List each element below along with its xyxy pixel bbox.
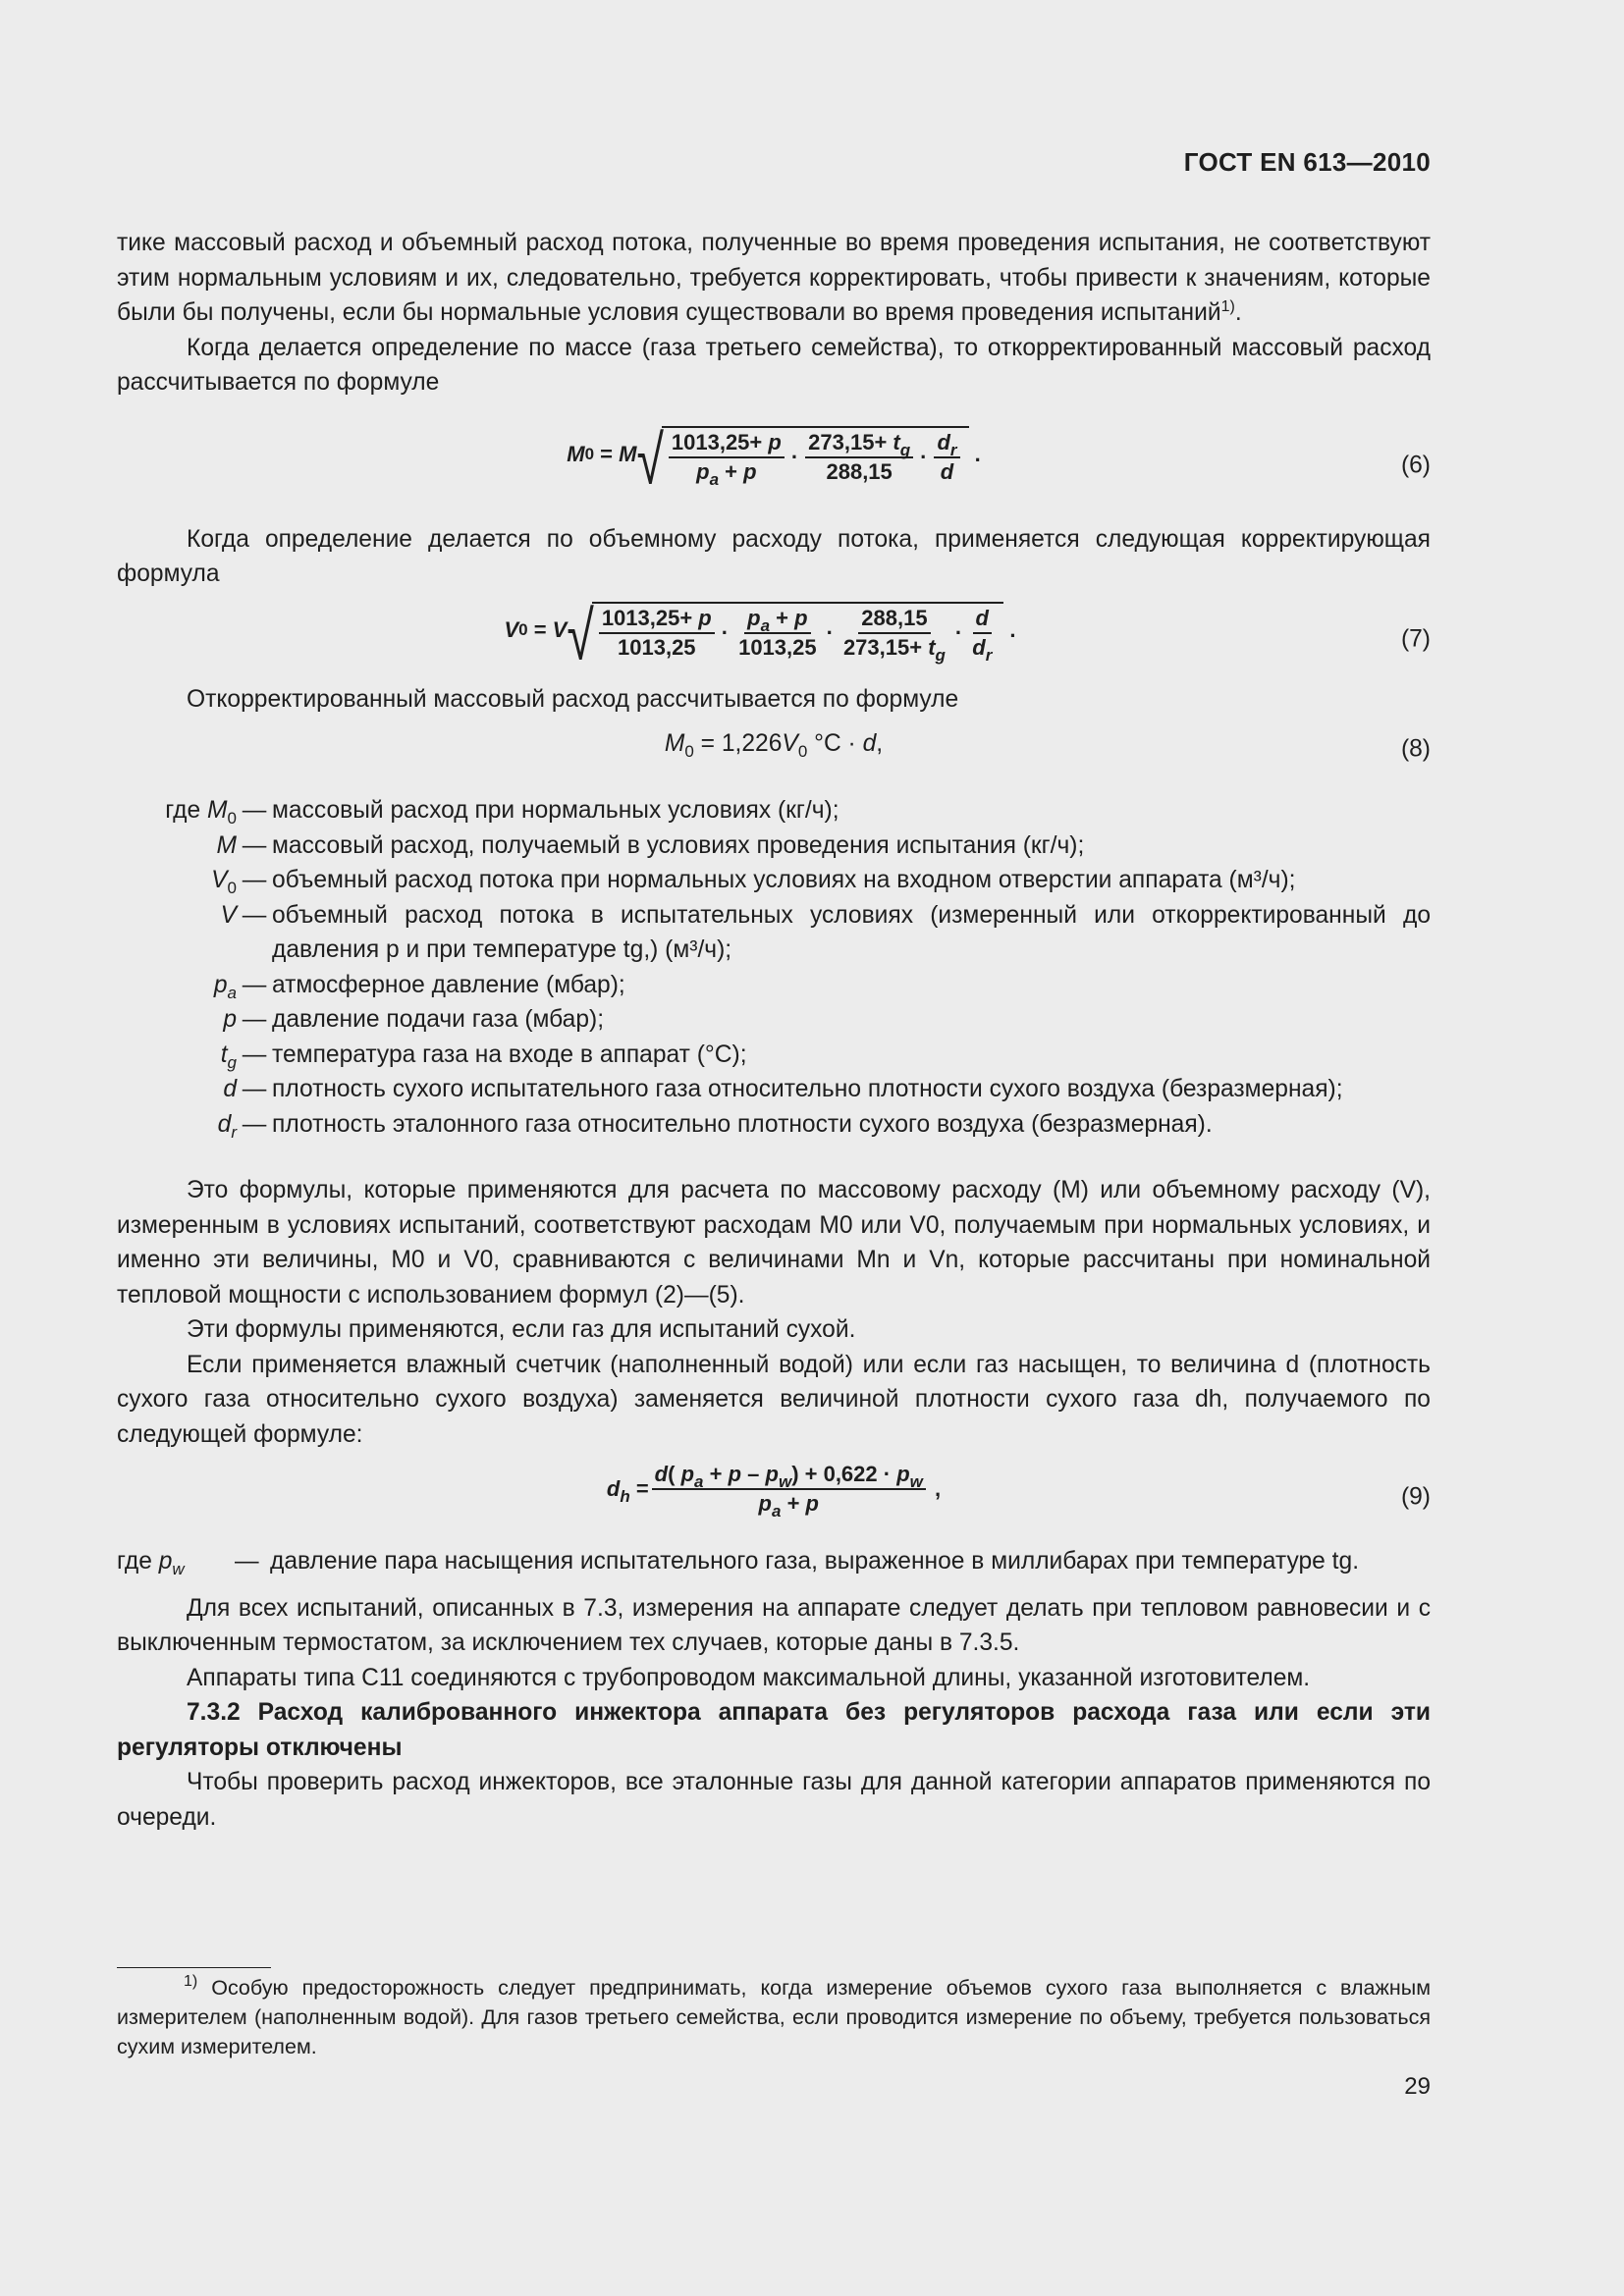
formula-9: $d_h$ = $\frac{d( p_a + p - p_w) + 0,622 \cdot p_w}{p_a + p}$ , (9) [606, 1462, 1431, 1521]
definition-item: V — объемный расход потока в испытательных условиях (измеренный или откорректированный до давления p и при температуре tg,) (м³/ч); [220, 901, 1431, 963]
definition-item: где $M_0$ — массовый расход при нормальных условиях (кг/ч); [165, 797, 839, 828]
formula-9-number: (9) [1400, 1483, 1431, 1511]
definition-item: M — массовый расход, получаемый в условиях проведения испытания (кг/ч); [216, 831, 1085, 859]
definition-item: $t_g$ — температура газа на входе в аппарат (°С); [220, 1041, 747, 1072]
definition-item: p — давление подачи газа (мбар); [223, 1006, 605, 1033]
paragraph-9: Аппараты типа С11 соединяются с трубопроводом максимальной длины, указанной изготовителем. [187, 1664, 1311, 1691]
paragraph-2: Когда делается определение по массе (газа третьего семейства), то откорректированный массовый расход рассчитывается по формуле [117, 334, 1431, 396]
definition-item: $p_a$ — атмосферное давление (мбар); [213, 971, 625, 1002]
document-header: ГОСТ EN 613—2010 [1183, 147, 1431, 177]
formula-6-number: (6) [1400, 451, 1431, 478]
definition-list [117, 793, 1431, 1142]
definition-item: $V_0$ — объемный расход потока при нормальных условиях на входном отверстии аппарата (м³/ч); [211, 867, 1296, 897]
footnote-mark: 1) [184, 1973, 198, 1990]
paragraph-1: тике массовый расход и объемный расход потока, полученные во время проведения испытания, не соответствуют этим нормальным условиям и их, следовательно, требуется корректировать, чтобы привести к значениям, которые были бы получены, если бы нормальные условия существовали во время проведения испытаний$^{1)}$. [117, 230, 1431, 326]
pw-definition: где $p_w$ — давление пара насыщения испытательного газа, выраженное в миллибарах при температуре tg. [117, 1548, 1360, 1578]
paragraph-6: Эти формулы применяются, если газ для испытаний сухой. [187, 1316, 856, 1343]
definition-item: d — плотность сухого испытательного газа относительно плотности сухого воздуха (безразмерная); [223, 1076, 1343, 1102]
footnote [117, 1973, 1431, 2061]
footnote-separator [117, 1967, 271, 1968]
paragraph-8: Для всех испытаний, описанных в 7.3, измерения на аппарате следует делать при тепловом равновесии и с выключенным термостатом, за исключением тех случаев, которые даны в 7.3.5. [117, 1594, 1431, 1656]
paragraph-5: Это формулы, которые применяются для расчета по массовому расходу (M) или объемному расходу (V), измеренным в условиях испытаний, соответствуют расходам M0 или V0, получаемым при нормальных условиях, и именно эти величины, M0 и V0, сравниваются с величинами Mn и Vn, которые рассчитаны при номинальной тепловой мощности с использованием формул (2)—(5). [117, 1177, 1431, 1308]
formula-6: M 0 = M √ $\frac{1013,25+ p}{p_a + p}$ · $\frac{273,15+ t_g}{288,15}$ · $\frac{d_r}{d}$ . (6) [567, 420, 1431, 499]
formula-8-number: (8) [1400, 735, 1431, 763]
page-number: 29 [1404, 2073, 1431, 2100]
paragraph-7: Если применяется влажный счетчик (наполненный водой) или если газ насыщен, то величина d (плотность сухого газа относительно сухого воздуха) заменяется величиной плотности сухого газа dh, получаемого по следующей формуле: [117, 1351, 1431, 1448]
paragraph-3: Когда определение делается по объемному расходу потока, применяется следующая корректирующая формула [117, 525, 1431, 587]
main-content [117, 226, 1431, 1835]
formula-7-number: (7) [1400, 624, 1431, 652]
paragraph-10: Чтобы проверить расход инжекторов, все эталонные газы для данной категории аппаратов применяются по очереди. [117, 1769, 1431, 1831]
definition-item: $d_r$ — плотность эталонного газа относительно плотности сухого воздуха (безразмерная). [217, 1110, 1213, 1142]
footnote-ref: 1) [1220, 298, 1235, 315]
footnote-text: Особую предосторожность следует предпринимать, когда измерение объемов сухого газа выполняется с влажным измерителем (наполненным водой). Для газов третьего семейства, если проводится измерение по объему, требуется пользоваться сухим измерителем. [117, 1976, 1431, 2058]
formula-8: $M_0 = 1,226V_0$ °С · d, (8) [117, 724, 1431, 774]
section-heading-7-3-2: 7.3.2 Расход калиброванного инжектора аппарата без регуляторов расхода газа или если эти регуляторы отключены [117, 1699, 1431, 1761]
formula-7: V 0 = V √ $\frac{1013,25+ p}{1013,25}$ · $\frac{p_a + p}{1013,25}$ · $\frac{288,15}{273,15+ t_g}$ · $\frac{d}{d_r}$ . (7) [504, 596, 1431, 674]
paragraph-4: Откорректированный массовый расход рассчитывается по формуле [187, 685, 959, 713]
